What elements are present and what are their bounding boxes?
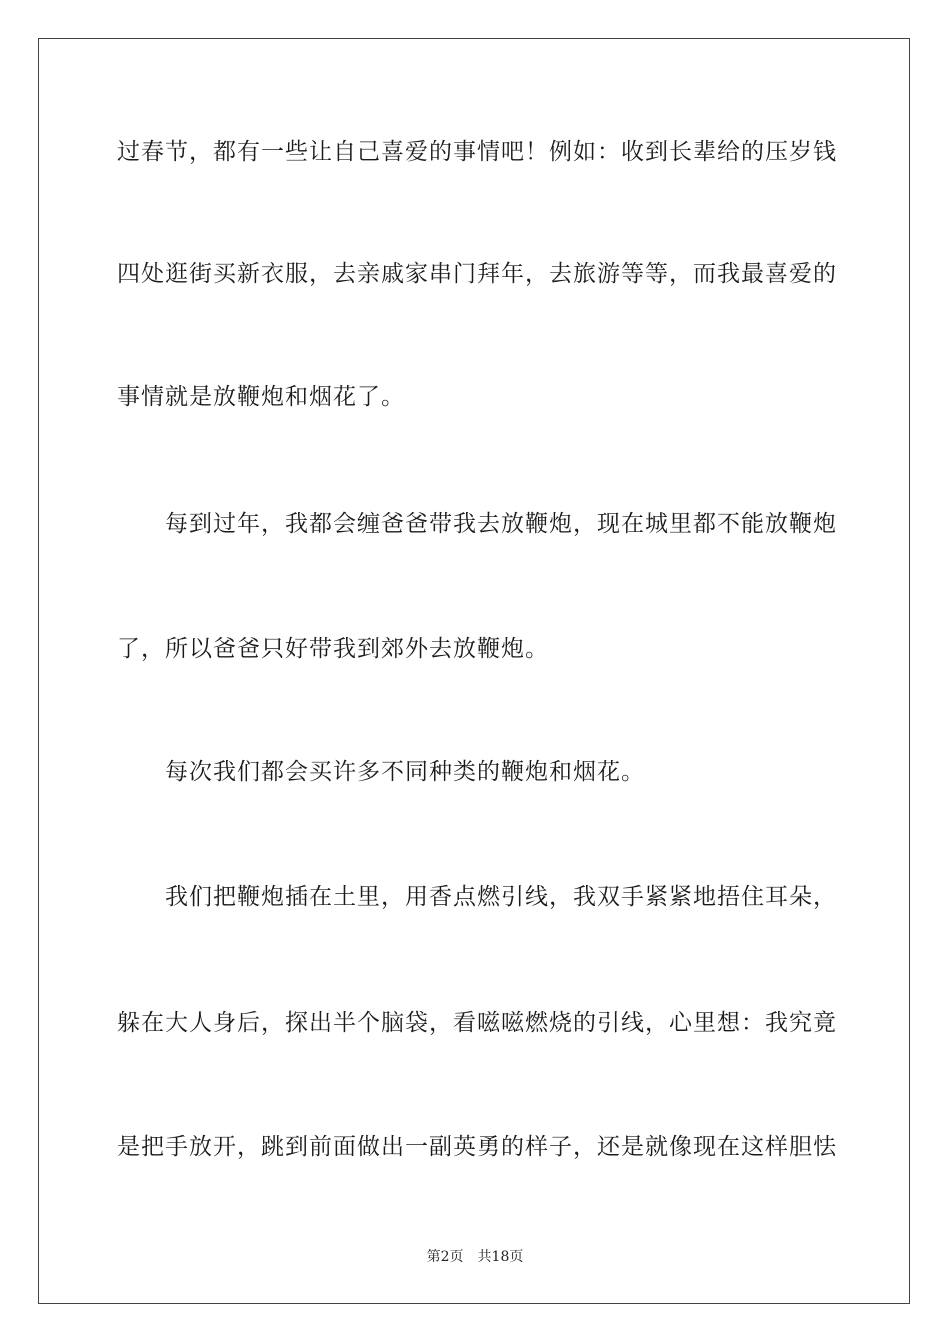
paragraph-line: 事情就是放鞭炮和烟花了。	[117, 384, 405, 410]
paragraph-line: 了，所以爸爸只好带我到郊外去放鞭炮。	[117, 636, 549, 662]
paragraph-line: 过春节，都有一些让自己喜爱的事情吧！例如：收到长辈给的压岁钱	[117, 139, 837, 165]
paragraph-line: 我们把鞭炮插在土里，用香点燃引线，我双手紧紧地捂住耳朵，	[165, 884, 837, 910]
page-border	[38, 38, 910, 1304]
paragraph-line: 每次我们都会买许多不同种类的鞭炮和烟花。	[165, 759, 645, 785]
paragraph-line: 躲在大人身后，探出半个脑袋，看嗞嗞燃烧的引线，心里想：我究竟	[117, 1010, 837, 1036]
paragraph-line: 每到过年，我都会缠爸爸带我去放鞭炮，现在城里都不能放鞭炮	[165, 511, 837, 537]
page-number: 第2页	[426, 1249, 464, 1265]
paragraph-line: 是把手放开，跳到前面做出一副英勇的样子，还是就像现在这样胆怯	[117, 1134, 837, 1160]
paragraph-line: 四处逛街买新衣服，去亲戚家串门拜年，去旅游等等，而我最喜爱的	[117, 261, 837, 287]
page-total: 共18页	[477, 1249, 524, 1265]
page-footer	[0, 1248, 950, 1266]
